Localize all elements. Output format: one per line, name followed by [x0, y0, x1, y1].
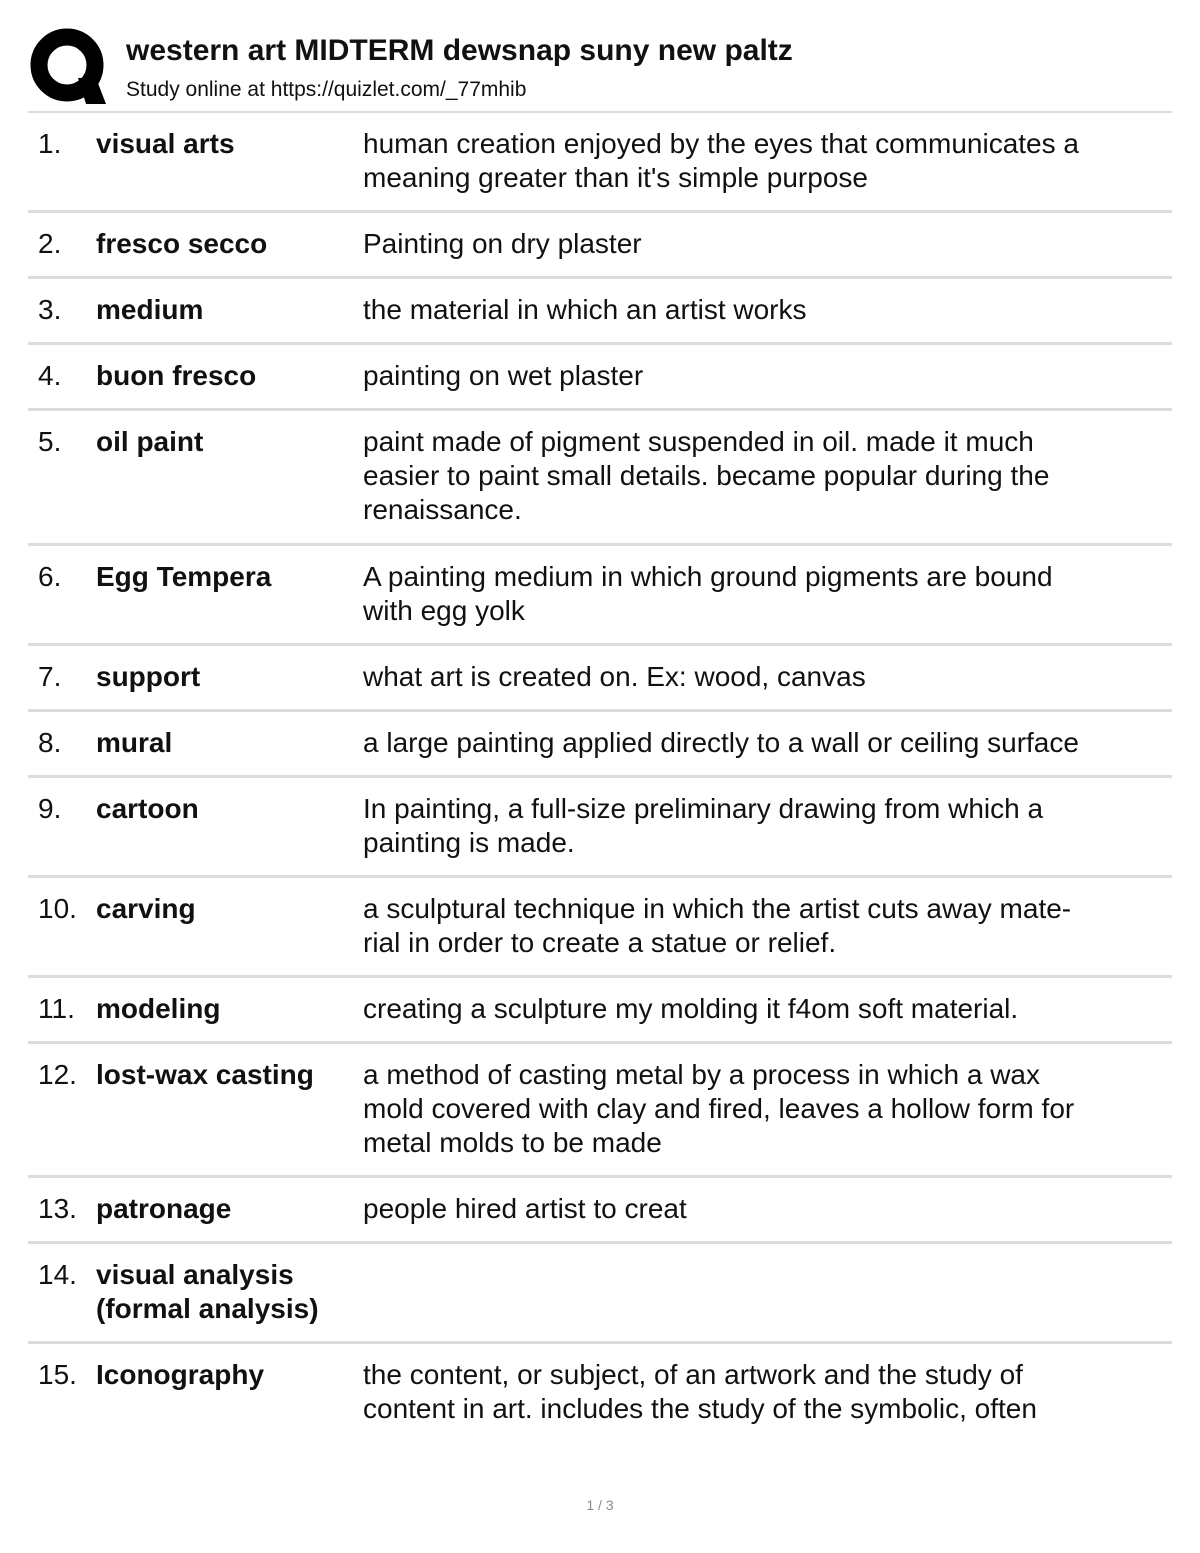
flashcard-row	[28, 712, 1172, 778]
flashcard-row	[28, 978, 1172, 1044]
card-number: 9.	[38, 793, 62, 824]
card-term: buon fresco	[96, 360, 257, 391]
card-number: 5.	[38, 426, 62, 457]
card-term: medium	[96, 294, 204, 325]
card-number: 13.	[38, 1193, 77, 1224]
card-term: visual analysis (formal analysis)	[96, 1259, 319, 1324]
card-definition: In painting, a full-size preliminary drawing from which a painting is made.	[363, 793, 1044, 858]
page-number: 1 / 3	[586, 1497, 614, 1513]
card-term: cartoon	[96, 793, 199, 824]
quizlet-logo-icon	[30, 28, 108, 106]
card-definition: a sculptural technique in which the artist cuts away mate- rial in order to create a statue or relief.	[363, 893, 1072, 958]
page-title: western art MIDTERM dewsnap suny new paltz	[126, 34, 793, 67]
card-number: 2.	[38, 228, 62, 259]
card-number: 6.	[38, 561, 62, 592]
flashcard-row	[28, 1244, 1172, 1344]
flashcard-row	[28, 878, 1172, 978]
card-definition: human creation enjoyed by the eyes that communicates a meaning greater than it's simple purpose	[363, 128, 1079, 193]
page-header	[28, 26, 1172, 110]
flashcard-row	[28, 213, 1172, 279]
card-definition: a method of casting metal by a process in which a wax mold covered with clay and fired, leaves a hollow form for metal molds to be made	[363, 1059, 1075, 1158]
card-number: 7.	[38, 661, 62, 692]
card-term: Egg Tempera	[96, 561, 272, 592]
card-number: 1.	[38, 128, 62, 159]
card-term: Iconography	[96, 1359, 265, 1390]
card-number: 15.	[38, 1359, 77, 1390]
card-number: 8.	[38, 727, 62, 758]
card-number: 14.	[38, 1259, 77, 1290]
flashcard-row	[28, 1178, 1172, 1244]
card-term: oil paint	[96, 426, 204, 457]
card-term: support	[96, 661, 201, 692]
card-term: fresco secco	[96, 228, 268, 259]
flashcard-row	[28, 1344, 1172, 1444]
card-term: mural	[96, 727, 173, 758]
flashcard-row	[28, 646, 1172, 712]
flashcard-row	[28, 1044, 1172, 1178]
card-definition: the material in which an artist works	[363, 294, 807, 325]
card-definition: what art is created on. Ex: wood, canvas	[363, 661, 866, 692]
flashcard-list	[28, 111, 1172, 1444]
flashcard-row	[28, 345, 1172, 411]
card-number: 11.	[38, 993, 75, 1024]
card-definition: A painting medium in which ground pigments are bound with egg yolk	[363, 561, 1053, 626]
flashcard-row	[28, 113, 1172, 213]
card-term: visual arts	[96, 128, 235, 159]
study-online-link[interactable]: Study online at https://quizlet.com/_77mhib	[126, 78, 527, 101]
card-number: 3.	[38, 294, 62, 325]
card-term: patronage	[96, 1193, 232, 1224]
card-definition: a large painting applied directly to a wall or ceiling surface	[363, 727, 1079, 758]
flashcard-row	[28, 411, 1172, 546]
card-definition: the content, or subject, of an artwork and the study of content in art. includes the study of the symbolic, often	[363, 1359, 1037, 1424]
card-number: 12.	[38, 1059, 77, 1090]
flashcard-row	[28, 546, 1172, 646]
card-term: modeling	[96, 993, 221, 1024]
card-definition: paint made of pigment suspended in oil. made it much easier to paint small details. became popular during the renaissance.	[363, 426, 1050, 525]
card-term: lost-wax casting	[96, 1059, 314, 1090]
card-term: carving	[96, 893, 196, 924]
card-definition: people hired artist to creat	[363, 1193, 687, 1224]
card-number: 4.	[38, 360, 62, 391]
card-definition: Painting on dry plaster	[363, 228, 642, 259]
card-number: 10.	[38, 893, 77, 924]
flashcard-row	[28, 279, 1172, 345]
card-definition: creating a sculpture my molding it f4om soft material.	[363, 993, 1019, 1024]
flashcard-row	[28, 778, 1172, 878]
card-definition: painting on wet plaster	[363, 360, 644, 391]
